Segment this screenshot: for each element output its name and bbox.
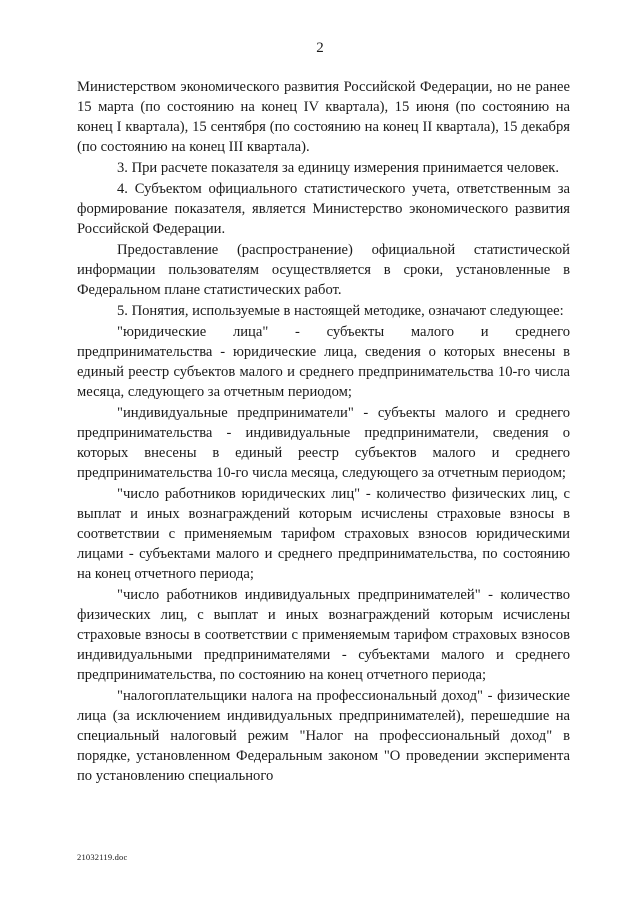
paragraph-dissemination: Предоставление (распространение) официальной статистической информации пользователям осуществляется в сроки, установленные в Федеральном плане статистических работ. bbox=[77, 242, 570, 298]
paragraph-reporting-dates: Министерством экономического развития Российской Федерации, но не ранее 15 марта (по состоянию на конец IV квартала), 15 июня (по состоянию на конец I квартала), 15 сентября (по состоянию на конец II квартала), 15 декабря (по состоянию на конец III квартала). bbox=[77, 79, 570, 155]
definition-self-employed-taxpayers: "налогоплательщики налога на профессиональный доход" - физические лица (за исключением индивидуальных предпринимателей), перешедшие на специальный налоговый режим "Налог на профессиональный доход" в порядке, установленном Федеральным законом "О проведении эксперимента по установлению специального bbox=[77, 688, 570, 784]
definition-legal-entities: "юридические лица" - субъекты малого и среднего предпринимательства - юридические лица, сведения о которых внесены в единый реестр субъектов малого и среднего предпринимательства 10-го числа месяца, следующего за отчетным периодом; bbox=[77, 324, 570, 400]
definition-legal-entity-employees: "число работников юридических лиц" - количество физических лиц, с выплат и иных вознаграждений которым исчислены страховые взносы в соответствии с применяемым тарифом страховых взносов юридическими лицами - субъектами малого и среднего предпринимательства, по состоянию на конец отчетного периода; bbox=[77, 486, 570, 582]
definition-individual-entrepreneurs: "индивидуальные предприниматели" - субъекты малого и среднего предпринимательства - индивидуальные предприниматели, сведения о которых внесены в единый реестр субъектов малого и среднего предпринимательства 10-го числа месяца, следующего за отчетным периодом; bbox=[77, 405, 570, 481]
paragraph-unit-of-measure: 3. При расчете показателя за единицу измерения принимается человек. bbox=[117, 160, 560, 176]
paragraph-responsible-entity: 4. Субъектом официального статистического учета, ответственным за формирование показателя, является Министерство экономического развития Российской Федерации. bbox=[77, 181, 570, 237]
document-body bbox=[77, 77, 570, 787]
page-number: 2 bbox=[316, 40, 324, 56]
definition-entrepreneur-employees: "число работников индивидуальных предпринимателей" - количество физических лиц, с выплат и иных вознаграждений которым исчислены страховые взносы в соответствии с применяемым тарифом страховых взносов индивидуальными предпринимателями - субъектами малого и среднего предпринимательства, по состоянию на конец отчетного периода; bbox=[77, 587, 570, 683]
paragraph-definitions-intro: 5. Понятия, используемые в настоящей методике, означают следующее: bbox=[117, 303, 564, 319]
document-filename: 21032119.doc bbox=[77, 852, 128, 862]
